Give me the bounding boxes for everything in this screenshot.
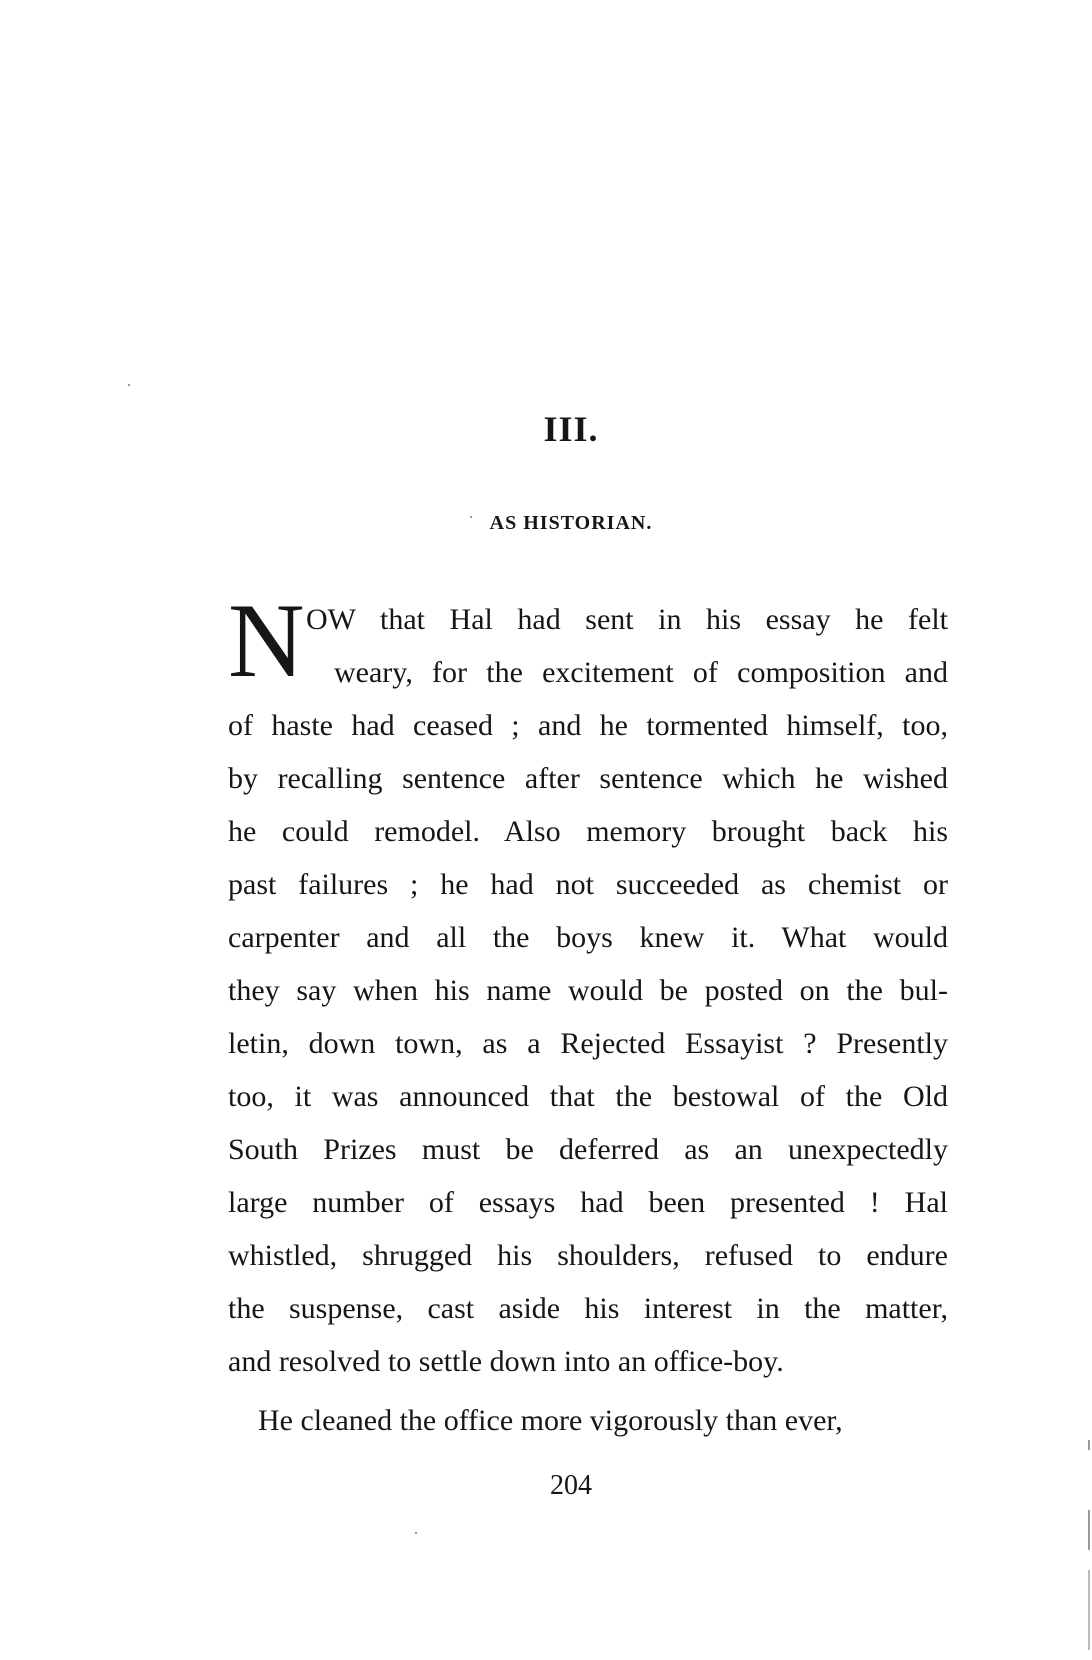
scan-speck — [415, 1532, 417, 1534]
text-line: OW that Hal had sent in his essay he felt — [306, 603, 948, 636]
drop-cap: N — [228, 582, 305, 699]
scan-speck — [470, 516, 472, 518]
text-line: He cleaned the office more vigorously than ever, — [258, 1404, 843, 1437]
text-line: whistled, shrugged his shoulders, refused to endure — [228, 1239, 948, 1272]
text-line: by recalling sentence after sentence which he wished — [228, 762, 948, 795]
text-line: the suspense, cast aside his interest in the matter, — [228, 1292, 948, 1325]
text-line: too, it was announced that the bestowal of the Old — [228, 1080, 948, 1113]
scan-speck — [1088, 1510, 1090, 1550]
text-line: and resolved to settle down into an office-boy. — [228, 1345, 784, 1378]
chapter-number: III. — [543, 409, 599, 449]
scan-speck — [128, 384, 130, 386]
text-line: of haste had ceased ; and he tormented himself, too, — [228, 709, 948, 742]
body-text — [228, 582, 948, 1447]
chapter-title: AS HISTORIAN. — [489, 512, 653, 534]
scan-speck — [1088, 1440, 1090, 1450]
text-line: large number of essays had been presented ! Hal — [228, 1186, 948, 1219]
text-line: letin, down town, as a Rejected Essayist ? Presently — [228, 1027, 948, 1060]
page-number: 204 — [550, 1470, 592, 1501]
text-line: they say when his name would be posted on the bul- — [228, 974, 948, 1007]
scan-speck — [1088, 1570, 1090, 1650]
text-line: carpenter and all the boys knew it. What would — [228, 921, 948, 954]
text-line: South Prizes must be deferred as an unexpectedly — [228, 1133, 948, 1166]
text-line: he could remodel. Also memory brought back his — [228, 815, 948, 848]
text-line: past failures ; he had not succeeded as chemist or — [228, 868, 948, 901]
text-line: weary, for the excitement of composition and — [334, 656, 948, 689]
